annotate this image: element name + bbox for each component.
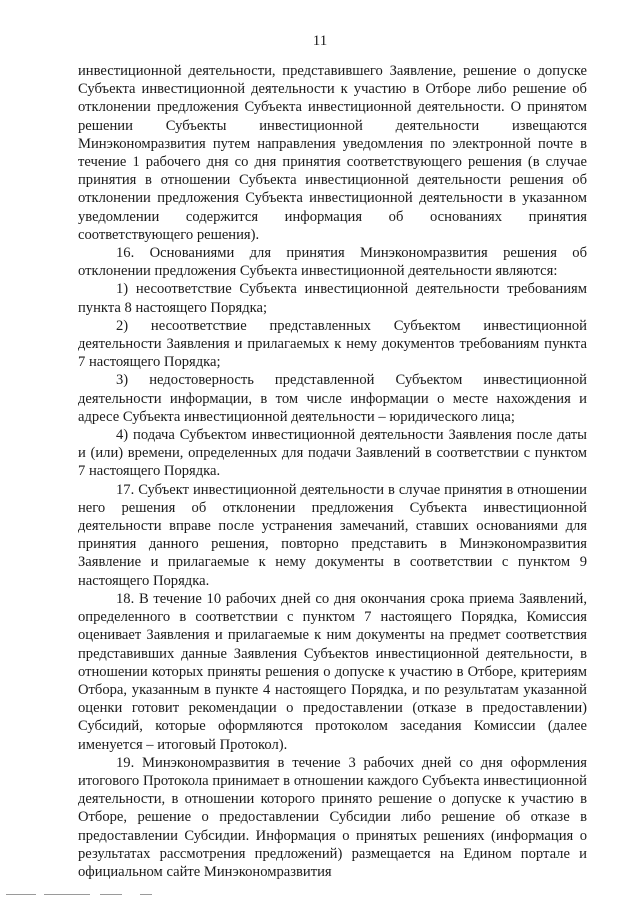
- scan-artifact-marks: [0, 894, 640, 898]
- paragraph-continuation: инвестиционной деятельности, представившего Заявление, решение о допуске Субъекта инвестиционной деятельности к участию в Отборе либо решение об отклонении предложения Субъекта инвестиционной деятельности. О принятом решении Субъекты инвестиционной деятельности извещаются Минэкономразвития путем направления уведомления по электронной почте в течение 1 рабочего дня со дня принятия соответствующего решения (в случае принятия в отношении Субъекта инвестиционной деятельности решения об отклонении предложения Субъекта инвестиционной деятельности в указанном уведомлении содержится информация об основаниях принятия соответствующего решения).: [78, 63, 587, 243]
- paragraph-17: 17. Субъект инвестиционной деятельности в случае принятия в отношении него решения об отклонении предложения Субъекта инвестиционной деятельности вправе после устранения замечаний, ставших основаниями для принятия данного решения, повторно представить в Минэкономразвития Заявление и прилагаемые к нему документы в соответствии с пунктом 9 настоящего Порядка.: [78, 481, 587, 589]
- list-item-16-2: 2) несоответствие представленных Субъектом инвестиционной деятельности Заявления и прилагаемых к нему документов требованиям пункта 7 настоящего Порядка;: [78, 317, 587, 371]
- paragraph-18: 18. В течение 10 рабочих дней со дня окончания срока приема Заявлений, определенного в соответствии с пунктом 7 настоящего Порядка, Комиссия оценивает Заявления и прилагаемые к ним документы на предмет соответствия представивших данные Заявления Субъектов инвестиционной деятельности, в отношении которых приняты решения о допуске к участию в Отборе, критериям Отбора, указанным в пункте 4 настоящего Порядка, и по результатам указанной оценки готовит рекомендации о предоставлении (отказе в предоставлении) Субсидий, которые оформляются протоколом заседания Комиссии (далее именуется – итоговый Протокол).: [78, 590, 587, 753]
- paragraph-19: 19. Минэкономразвития в течение 3 рабочих дней со дня оформления итогового Протокола принимает в отношении каждого Субъекта инвестиционной деятельности, в отношении которого принято решение о допуске к участию в Отборе, решение о предоставлении Субсидии либо решение об отказе в предоставлении Субсидии. Информация о принятых решениях (информация о результатах рассмотрения предложений) размещается на Едином портале и официальном сайте Минэкономразвития: [78, 754, 587, 880]
- page-number: 11: [312, 33, 328, 49]
- document-body: [78, 62, 587, 881]
- list-item-16-4: 4) подача Субъектом инвестиционной деятельности Заявления после даты и (или) времени, определенных для подачи Заявлений в соответствии с пунктом 7 настоящего Порядка.: [78, 427, 587, 480]
- paragraph-16: 16. Основаниями для принятия Минэкономразвития решения об отклонении предложения Субъекта инвестиционной деятельности являются:: [78, 245, 587, 280]
- list-item-16-1: 1) несоответствие Субъекта инвестиционной деятельности требованиям пункта 8 настоящего Порядка;: [78, 281, 587, 316]
- list-item-16-3: 3) недостоверность представленной Субъектом инвестиционной деятельности информации, в том числе информации о месте нахождения и адресе Субъекта инвестиционной деятельности – юридического лица;: [78, 372, 587, 425]
